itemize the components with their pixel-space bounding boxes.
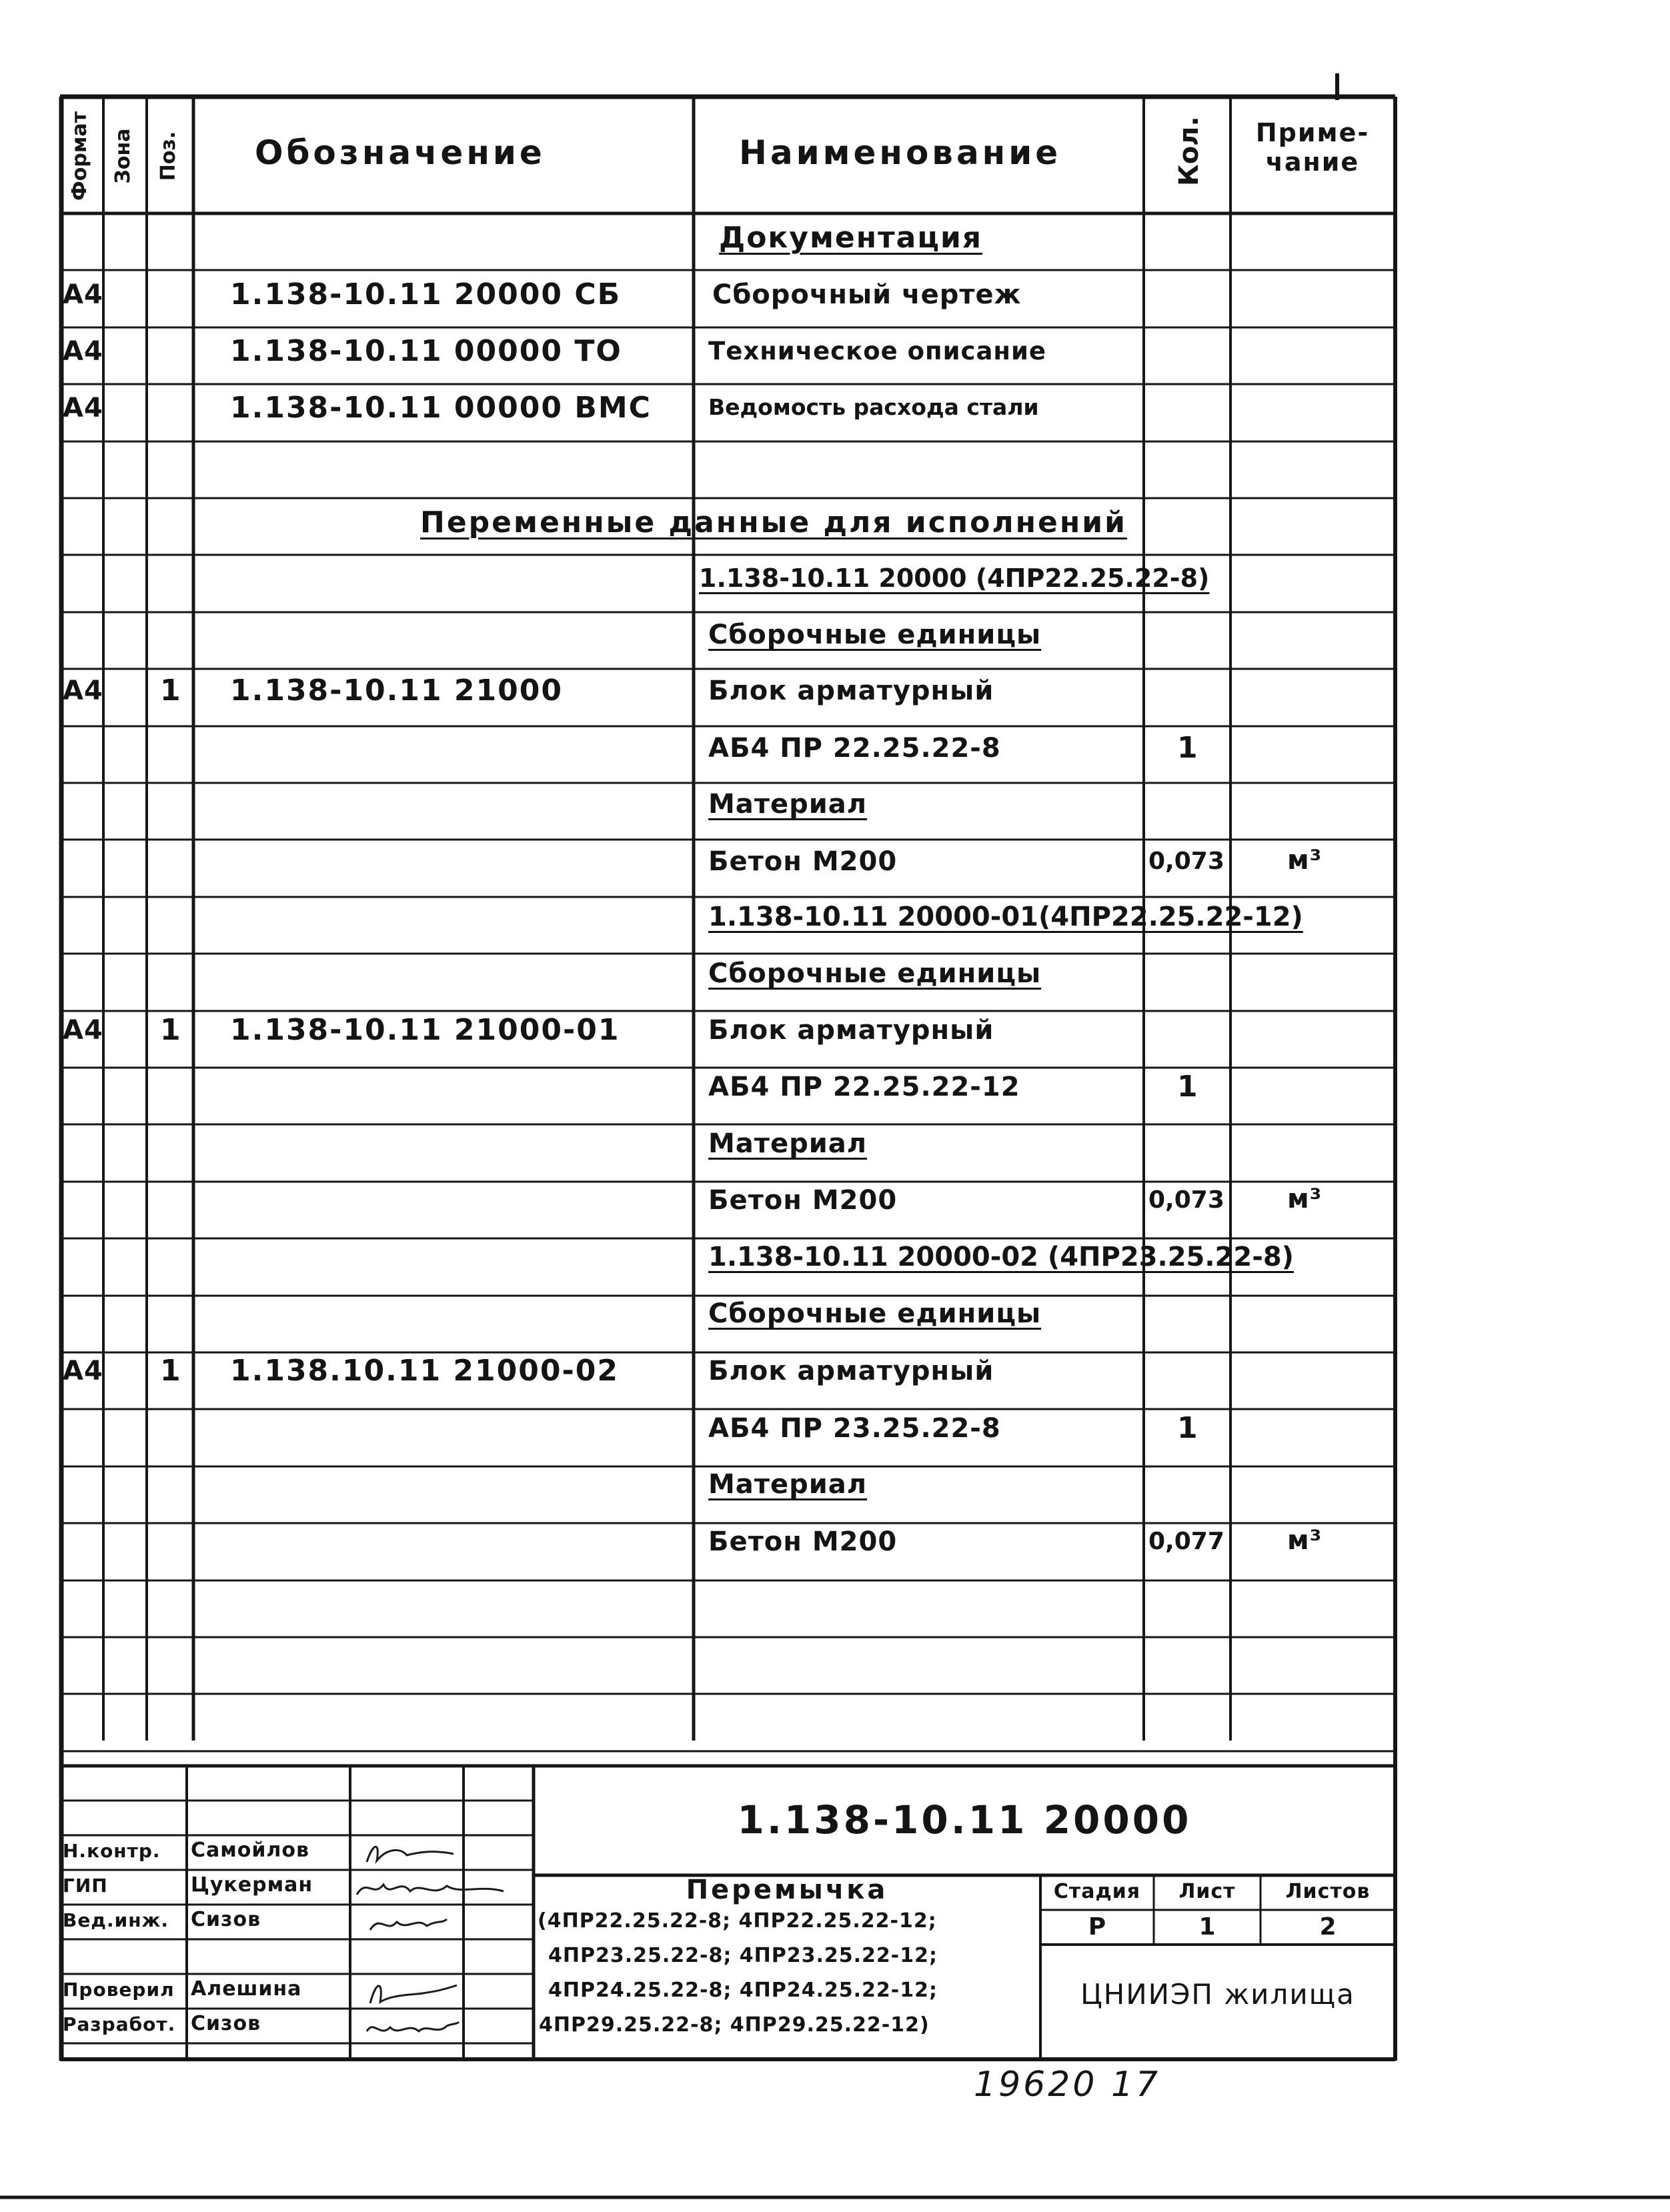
role-norm-control: Н.контр. (63, 1840, 161, 1862)
variant-list-line-1: (4ПР22.25.22-8; 4ПР22.25.22-12; (538, 1909, 937, 1933)
section-heading: Переменные данные для исполнений (420, 505, 1127, 539)
signature-developed-by (360, 2011, 460, 2043)
row-note: м³ (1287, 1184, 1323, 1214)
row-format: А4 (63, 393, 103, 423)
row-designation: 1.138-10.11 21000 (230, 674, 564, 708)
row-designation: 1.138-10.11 00000 ВМС (230, 391, 652, 425)
row-name: Бетон М200 (708, 1526, 898, 1557)
signature-checked-by (360, 1975, 460, 2009)
row-designation: 1.138-10.11 20000 СБ (230, 277, 622, 311)
row-quantity: 0,077 (1148, 1528, 1224, 1555)
row-designation: 1.138.10.11 21000-02 (230, 1354, 619, 1388)
row-quantity: 1 (1177, 731, 1199, 765)
sheet-label: Лист (1178, 1880, 1236, 1903)
person-developed-by: Сизов (191, 2012, 261, 2035)
variant-list-line-3: 4ПР24.25.22-8; 4ПР24.25.22-12; (548, 1979, 938, 2002)
header-name: Наименование (739, 133, 1062, 172)
row-format: А4 (63, 1356, 103, 1386)
header-note-line1: Приме- (1255, 118, 1370, 147)
subsection-heading: Материал (708, 789, 868, 820)
sheets-label: Листов (1285, 1880, 1371, 1903)
row-position: 1 (160, 1013, 182, 1047)
subsection-heading: Сборочные единицы (708, 958, 1042, 989)
stage-value: Р (1088, 1913, 1106, 1941)
role-developed-by: Разработ. (63, 2013, 176, 2035)
row-note: м³ (1287, 1525, 1323, 1556)
organization-name: ЦНИИЭП жилища (1080, 1978, 1355, 2011)
variant-list-line-2: 4ПР23.25.22-8; 4ПР23.25.22-12; (548, 1944, 938, 1967)
row-quantity: 1 (1177, 1070, 1199, 1104)
sheet-value: 1 (1198, 1913, 1216, 1941)
subsection-heading: Сборочные единицы (708, 620, 1042, 650)
row-format: А4 (63, 676, 103, 706)
row-name: АБ4 ПР 22.25.22-8 (708, 733, 1001, 764)
row-name: Блок арматурный (708, 1015, 994, 1046)
header-position: Поз. (157, 131, 180, 181)
row-name: АБ4 ПР 23.25.22-8 (708, 1413, 1001, 1444)
row-quantity: 0,073 (1148, 848, 1224, 875)
person-checked-by: Алешина (191, 1977, 302, 2001)
header-zone: Зона (111, 128, 135, 184)
header-note (1232, 119, 1393, 177)
header-format: Формат (68, 111, 91, 201)
row-name: Бетон М200 (708, 1185, 898, 1216)
signature-chief-engineer (353, 1871, 507, 1905)
role-checked-by: Проверил (63, 1979, 175, 2001)
stage-label: Стадия (1053, 1880, 1141, 1903)
row-name: Сборочный чертеж (712, 279, 1022, 310)
sheets-value: 2 (1319, 1913, 1337, 1941)
row-designation: 1.138-10.11 00000 ТО (230, 334, 622, 368)
row-name: Бетон М200 (708, 846, 898, 877)
header-designation: Обозначение (255, 133, 546, 172)
row-position: 1 (160, 1354, 182, 1388)
signature-norm-control (360, 1835, 460, 1869)
variant-list-line-4: 4ПР29.25.22-8; 4ПР29.25.22-12) (539, 2013, 930, 2037)
document-number: 1.138-10.11 20000 (737, 1797, 1192, 1843)
row-name: Блок арматурный (708, 676, 994, 706)
row-quantity: 0,073 (1148, 1186, 1224, 1214)
person-chief-engineer: Цукерман (191, 1873, 313, 1897)
person-lead-engineer: Сизов (191, 1908, 261, 1931)
role-chief-engineer: ГИП (63, 1875, 108, 1897)
archive-number: 19620 17 (974, 2065, 1161, 2105)
row-format: А4 (63, 1015, 103, 1046)
subsection-heading: Материал (708, 1469, 868, 1500)
header-note-line2: чание (1265, 147, 1360, 177)
role-lead-engineer: Вед.инж. (63, 1909, 169, 1931)
row-note: м³ (1287, 845, 1323, 876)
variant-designation: 1.138-10.11 20000-01(4ПР22.25.22-12) (708, 902, 1303, 932)
row-name: Техническое описание (708, 337, 1047, 365)
row-name: Ведомость расхода стали (708, 394, 1039, 420)
variant-designation: 1.138-10.11 20000 (4ПР22.25.22-8) (699, 564, 1210, 593)
header-quantity: Кол. (1174, 116, 1204, 186)
subsection-heading: Сборочные единицы (708, 1298, 1042, 1329)
section-heading: Документация (719, 221, 983, 255)
subsection-heading: Материал (708, 1128, 868, 1159)
signature-lead-engineer (363, 1907, 450, 1938)
row-position: 1 (160, 674, 182, 708)
row-format: А4 (63, 336, 103, 367)
row-name: Блок арматурный (708, 1356, 994, 1386)
row-format: А4 (63, 279, 103, 310)
row-quantity: 1 (1177, 1411, 1199, 1445)
product-name: Перемычка (686, 1875, 888, 1905)
person-norm-control: Самойлов (191, 1839, 309, 1862)
row-designation: 1.138-10.11 21000-01 (230, 1013, 620, 1047)
variant-designation: 1.138-10.11 20000-02 (4ПР23.25.22-8) (708, 1242, 1294, 1272)
row-name: АБ4 ПР 22.25.22-12 (708, 1072, 1020, 1102)
